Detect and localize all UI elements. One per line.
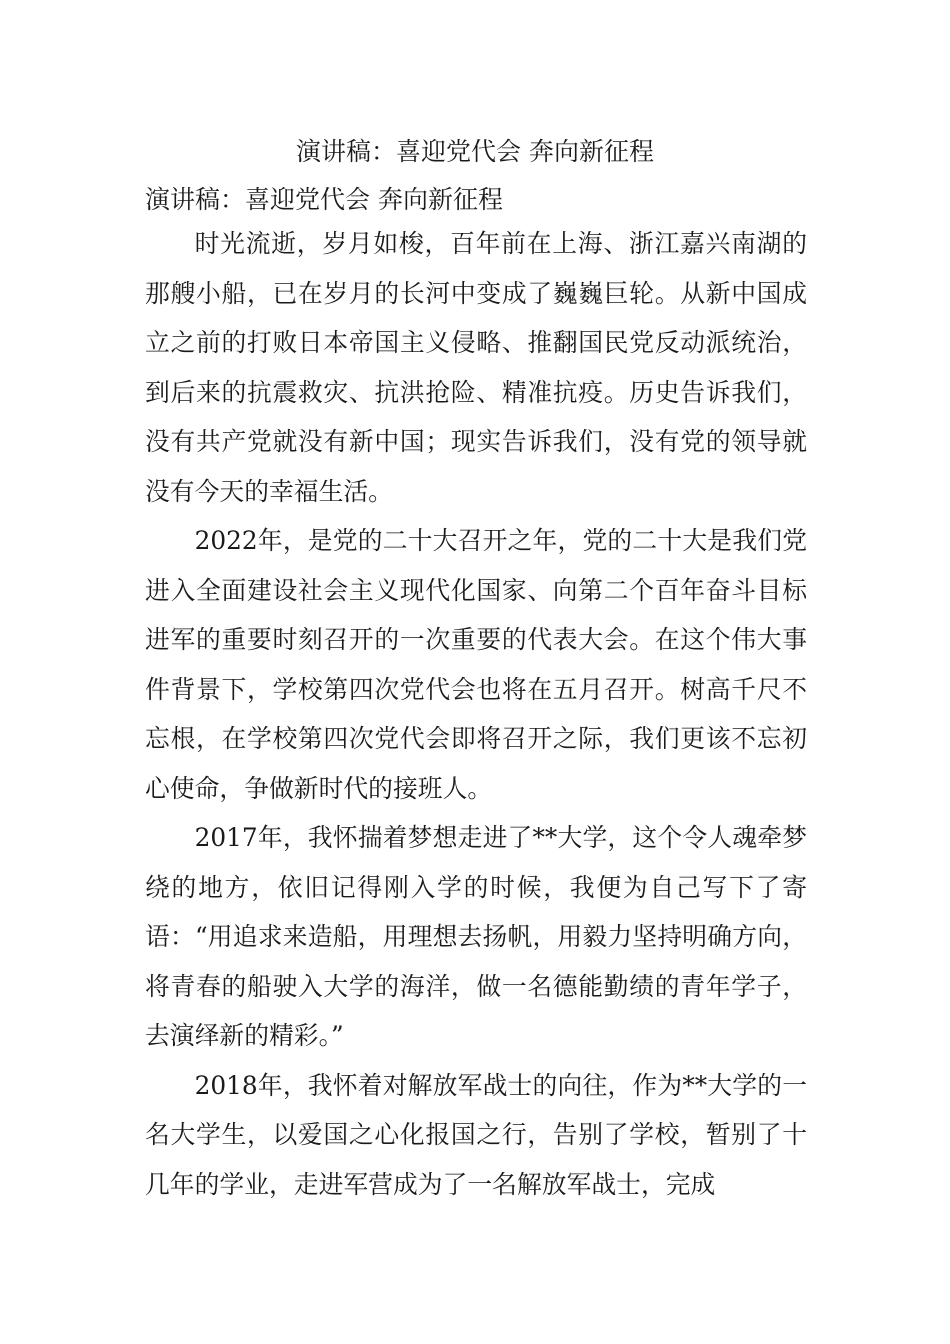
document-title: 演讲稿：喜迎党代会 奔向新征程 — [296, 137, 654, 166]
paragraph-3: 2017年，我怀揣着梦想走进了**大学，这个令人魂牵梦绕的地方，依旧记得刚入学的时候，我便为自己写下了寄语：“用追求来造船，用理想去扬帆，用毅力坚持明确方向，将青春的船驶入大学的海洋，做一名德能勤绩的青年学子，去演绎新的精彩。” — [145, 823, 807, 1050]
paragraph-4: 2018年，我怀着对解放军战士的向往，作为**大学的一名大学生，以爱国之心化报国之行，告别了学校，暂别了十几年的学业，走进军营成为了一名解放军战士，完成 — [145, 1070, 807, 1199]
paragraph-1: 时光流逝，岁月如梭，百年前在上海、浙江嘉兴南湖的那艘小船，已在岁月的长河中变成了巍巍巨轮。从新中国成立之前的打败日本帝国主义侵略、推翻国民党反动派统治，到后来的抗震救灾、抗洪抢险、精准抗疫。历史告诉我们，没有共产党就没有新中国；现实告诉我们，没有党的领导就没有今天的幸福生活。 — [145, 229, 807, 506]
paragraph-2: 2022年，是党的二十大召开之年，党的二十大是我们党进入全面建设社会主义现代化国家、向第二个百年奋斗目标进军的重要时刻召开的一次重要的代表大会。在这个伟大事件背景下，学校第四次党代会也将在五月召开。树高千尺不忘根，在学校第四次党代会即将召开之际，我们更该不忘初心使命，争做新时代的接班人。 — [145, 526, 807, 803]
document-subtitle: 演讲稿：喜迎党代会 奔向新征程 — [145, 185, 503, 214]
document-body — [145, 181, 807, 1209]
